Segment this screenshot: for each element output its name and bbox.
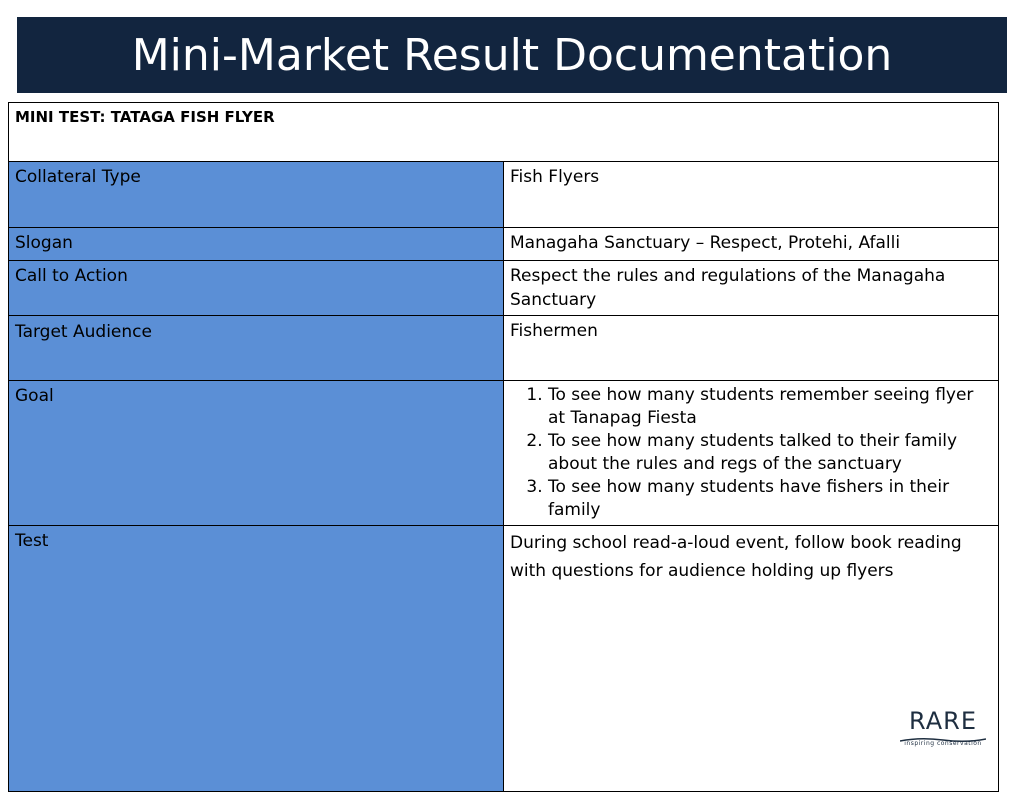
goal-list [510, 384, 992, 522]
row-value: Respect the rules and regulations of the Managaha Sanctuary [504, 261, 999, 316]
table-row [9, 162, 999, 228]
row-label: Slogan [9, 228, 504, 261]
row-value: During school read-a-loud event, follow book reading with questions for audience holding up flyers [504, 526, 999, 792]
table-row [9, 526, 999, 792]
row-value: Managaha Sanctuary – Respect, Protehi, Afalli [504, 228, 999, 261]
table-row [9, 261, 999, 316]
wave-icon [900, 736, 986, 744]
row-value: Fishermen [504, 316, 999, 381]
rare-logo [898, 708, 988, 756]
goal-item: 2. To see how many students talked to their family about the rules and regs of the sanctuary [548, 430, 992, 476]
table-row [9, 316, 999, 381]
table-header-row [9, 103, 999, 162]
page-title: Mini-Market Result Documentation [131, 29, 893, 81]
documentation-table [8, 102, 999, 792]
row-value: Fish Flyers [504, 162, 999, 228]
goal-item: 1. To see how many students remember seeing flyer at Tanapag Fiesta [548, 384, 992, 430]
table-header: MINI TEST: TATAGA FISH FLYER [9, 103, 999, 162]
row-label: Call to Action [9, 261, 504, 316]
row-label: Collateral Type [9, 162, 504, 228]
table-row [9, 228, 999, 261]
row-label: Target Audience [9, 316, 504, 381]
row-label: Goal [9, 381, 504, 526]
goal-item: 3. To see how many students have fishers in their family [548, 476, 992, 522]
logo-word: RARE [909, 707, 977, 735]
row-value [504, 381, 999, 526]
logo-tagline: inspiring conservation [904, 740, 982, 747]
row-label: Test [9, 526, 504, 792]
title-bar [17, 17, 1007, 93]
table-row [9, 381, 999, 526]
